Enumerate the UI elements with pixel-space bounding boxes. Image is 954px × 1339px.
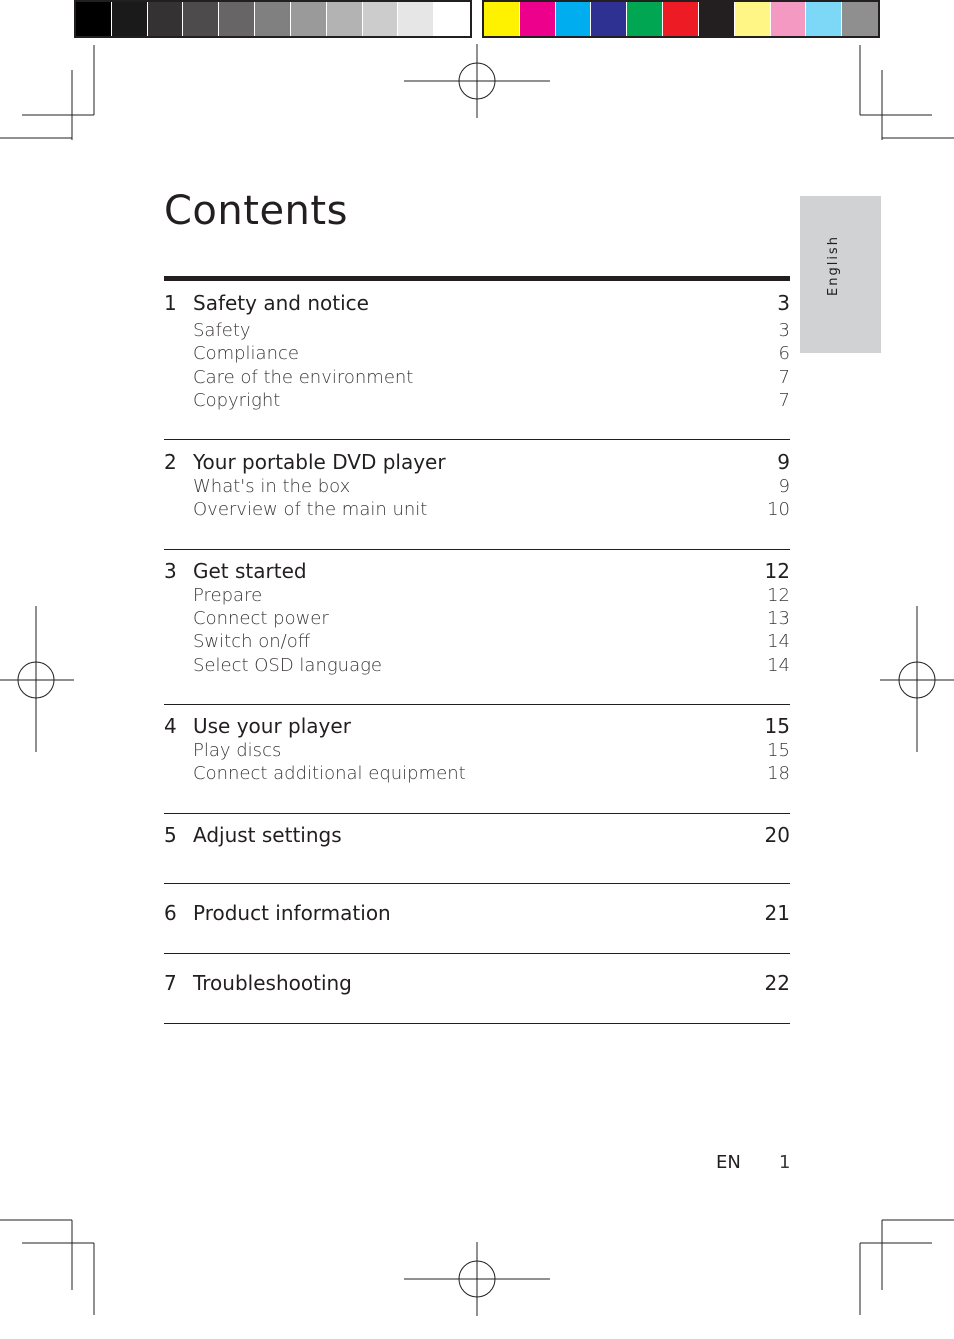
- color-swatch: [291, 2, 327, 36]
- toc-section: [164, 814, 790, 884]
- color-calibration-bar: [482, 0, 880, 38]
- toc-section-heading[interactable]: [164, 291, 790, 317]
- color-swatch: [771, 2, 807, 36]
- entry-page-number: 9: [778, 476, 790, 498]
- section-title: Safety and notice: [193, 291, 369, 315]
- entry-title: Overview of the main unit: [193, 499, 428, 521]
- footer-language: EN: [716, 1152, 741, 1173]
- color-swatch: [148, 2, 184, 36]
- color-swatch: [76, 2, 112, 36]
- entry-page-number: 3: [778, 320, 790, 341]
- color-swatch: [327, 2, 363, 36]
- color-swatch: [434, 2, 470, 36]
- section-number: 4: [164, 713, 177, 738]
- toc-section: [164, 550, 790, 705]
- entry-page-number: 18: [767, 763, 790, 785]
- language-tab: [800, 196, 881, 353]
- entry-title: Copyright: [193, 389, 281, 411]
- toc-section-heading[interactable]: [164, 901, 790, 927]
- entry-title: Connect additional equipment: [193, 763, 466, 785]
- color-swatch: [112, 2, 148, 36]
- color-swatch: [627, 2, 663, 36]
- registration-mark-top: [404, 44, 552, 120]
- toc-section-heading[interactable]: [164, 714, 790, 740]
- toc-entry[interactable]: [164, 585, 790, 608]
- entry-page-number: 6: [778, 343, 790, 365]
- color-swatch: [591, 2, 627, 36]
- registration-mark-bottom: [404, 1242, 552, 1318]
- entry-title: Play discs: [193, 739, 282, 761]
- registration-mark-left: [0, 606, 76, 754]
- toc-entry[interactable]: [164, 320, 790, 343]
- entry-page-number: 14: [767, 631, 790, 653]
- color-swatch: [663, 2, 699, 36]
- section-title: Your portable DVD player: [193, 450, 446, 475]
- section-number: 3: [164, 558, 177, 583]
- toc-section: [164, 281, 790, 440]
- footer-page-number: 1: [779, 1152, 791, 1173]
- color-swatch: [255, 2, 291, 36]
- registration-mark-right: [880, 606, 954, 754]
- page-title: Contents: [164, 188, 348, 234]
- entry-title: Care of the environment: [193, 366, 414, 388]
- crop-mark-top-left: [0, 40, 100, 150]
- section-number: 1: [164, 291, 177, 315]
- entry-page-number: 7: [778, 389, 790, 411]
- section-number: 6: [164, 900, 177, 925]
- section-page-number: 9: [777, 450, 790, 475]
- toc-section-heading[interactable]: [164, 971, 790, 997]
- section-title: Product information: [193, 900, 391, 925]
- toc-section: [164, 954, 790, 1024]
- toc-section: [164, 440, 790, 550]
- grayscale-calibration-bar: [74, 0, 472, 38]
- entry-page-number: 14: [767, 654, 790, 676]
- color-swatch: [735, 2, 771, 36]
- section-number: 5: [164, 822, 177, 847]
- color-swatch: [520, 2, 556, 36]
- entry-title: Select OSD language: [193, 654, 382, 676]
- toc-section-heading[interactable]: [164, 823, 790, 849]
- section-page-number: 12: [764, 558, 790, 583]
- color-swatch: [219, 2, 255, 36]
- toc-entry[interactable]: [164, 740, 790, 763]
- section-number: 7: [164, 970, 177, 995]
- entry-title: Prepare: [193, 584, 263, 606]
- entry-page-number: 10: [767, 499, 790, 521]
- toc-entry[interactable]: [164, 655, 790, 678]
- color-swatch: [398, 2, 434, 36]
- crop-mark-bottom-right: [856, 1218, 954, 1318]
- toc-section-heading[interactable]: [164, 450, 790, 476]
- entry-title: Switch on/off: [193, 631, 311, 653]
- toc-section: [164, 884, 790, 954]
- toc-entry[interactable]: [164, 390, 790, 413]
- color-swatch: [556, 2, 592, 36]
- crop-mark-top-right: [856, 40, 954, 150]
- section-page-number: 3: [777, 291, 790, 315]
- entry-title: What's in the box: [193, 476, 351, 498]
- section-page-number: 20: [764, 822, 790, 847]
- section-page-number: 15: [764, 713, 790, 738]
- color-swatch: [363, 2, 399, 36]
- language-tab-label: English: [826, 235, 841, 296]
- entry-page-number: 12: [767, 584, 790, 606]
- crop-mark-bottom-left: [0, 1218, 100, 1318]
- toc-section-heading[interactable]: [164, 559, 790, 585]
- section-title: Get started: [193, 558, 307, 583]
- toc-entry[interactable]: [164, 476, 790, 499]
- section-title: Troubleshooting: [193, 970, 352, 995]
- color-swatch: [484, 2, 520, 36]
- color-swatch: [842, 2, 878, 36]
- entry-title: Compliance: [193, 343, 299, 365]
- section-page-number: 22: [764, 970, 790, 995]
- section-number: 2: [164, 450, 177, 475]
- toc-entry[interactable]: [164, 343, 790, 366]
- color-swatch: [183, 2, 219, 36]
- entry-page-number: 13: [767, 608, 790, 630]
- toc-section: [164, 705, 790, 814]
- entry-page-number: 15: [767, 739, 790, 761]
- toc-entry[interactable]: [164, 631, 790, 654]
- toc-entry[interactable]: [164, 608, 790, 631]
- section-title: Adjust settings: [193, 822, 342, 847]
- entry-title: Safety: [193, 320, 251, 341]
- toc-entry[interactable]: [164, 499, 790, 522]
- color-swatch: [806, 2, 842, 36]
- entry-title: Connect power: [193, 608, 329, 630]
- entry-page-number: 7: [778, 366, 790, 388]
- toc-entry[interactable]: [164, 367, 790, 390]
- toc-entry[interactable]: [164, 763, 790, 786]
- table-of-contents: [164, 276, 790, 1024]
- color-swatch: [699, 2, 735, 36]
- section-page-number: 21: [764, 900, 790, 925]
- section-title: Use your player: [193, 713, 351, 738]
